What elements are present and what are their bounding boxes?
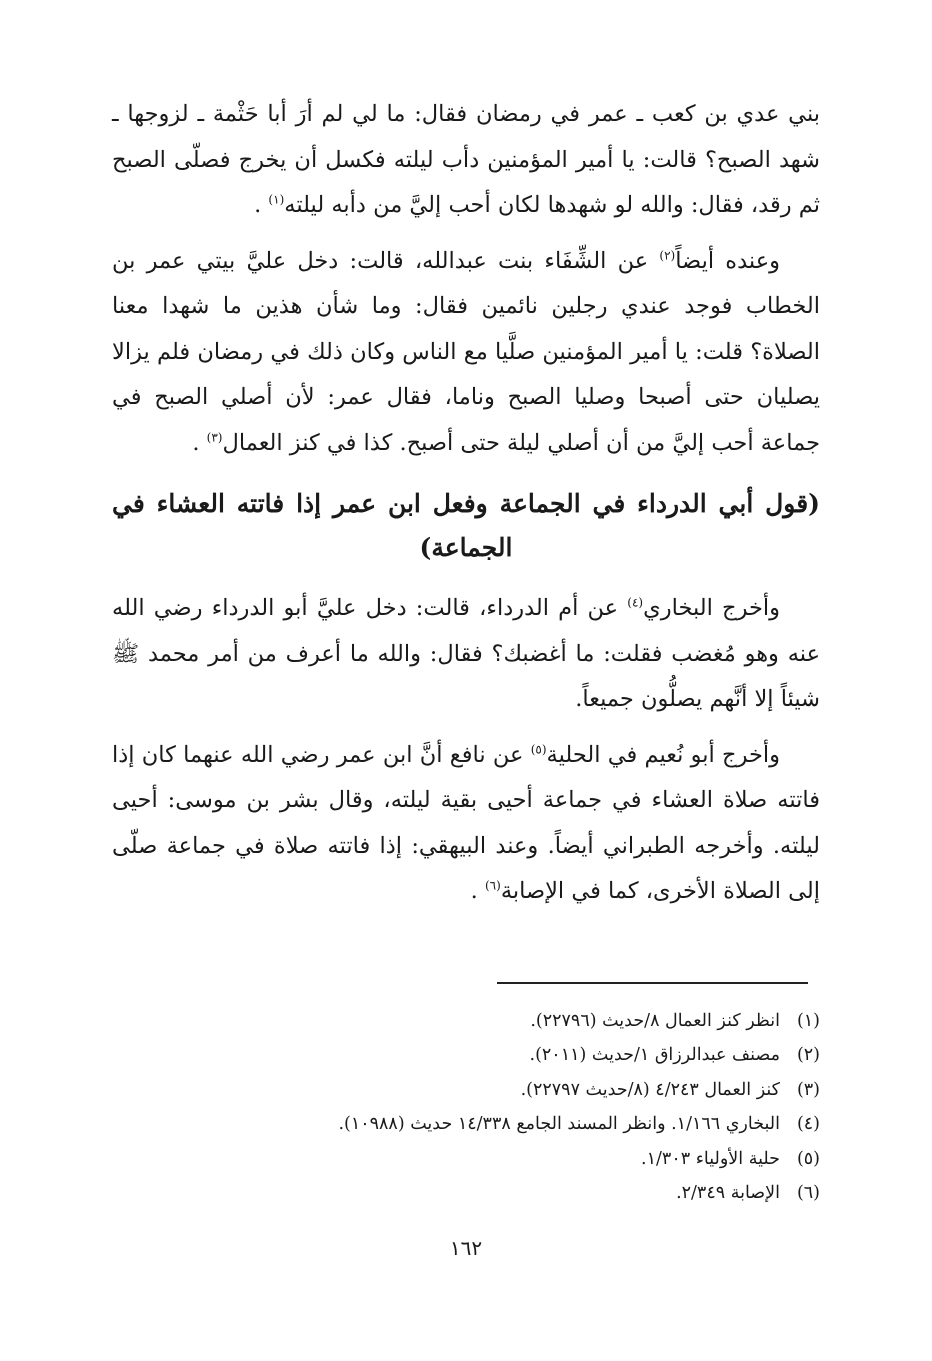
paragraph-3 xyxy=(112,586,820,723)
footnote-5 xyxy=(150,1142,820,1176)
paragraph-2-end: . xyxy=(192,429,207,456)
section-heading: (قول أبي الدرداء في الجماعة وفعل ابن عمر إذا فاتته العشاء في الجماعة) xyxy=(112,489,820,562)
paragraph-4-end: . xyxy=(470,878,485,904)
footnote-ref-2[interactable]: (٢) xyxy=(659,248,676,262)
main-text xyxy=(112,92,820,925)
footnote-number: (١) xyxy=(796,1011,820,1031)
footnote-ref-3[interactable]: (٣) xyxy=(206,430,223,444)
page-number: ١٦٢ xyxy=(449,1236,483,1260)
paragraph-2-body: عن الشِّفَاء بنت عبدالله، قالت: دخل عليَّ بيتي عمر بن الخطاب فوجد عندي رجلين نائمين فقال: وما شأن هذين ما شهدا معنا الصلاة؟ قلت: يا أمير المؤمنين صلَّيا مع الناس وكان ذلك في رمضان فلم يزالا يصليان حتى أصبحا وصليا الصبح وناما، فقال عمر: لأن أصلي الصبح في جماعة أحب إليَّ من أن أصلي ليلة حتى أصبح. كذا في كنز العمال xyxy=(112,247,820,456)
footnote-ref-5[interactable]: (٥) xyxy=(530,742,547,756)
footnotes xyxy=(150,1004,820,1210)
footnote-4 xyxy=(150,1107,820,1141)
paragraph-4 xyxy=(112,733,820,915)
paragraph-4-text: وأخرج أبو نُعيم في الحلية xyxy=(546,741,781,768)
footnote-ref-6[interactable]: (٦) xyxy=(484,878,501,893)
footnote-number: (٤) xyxy=(796,1114,820,1135)
footnote-ref-4[interactable]: (٤) xyxy=(627,595,644,610)
paragraph-2 xyxy=(112,239,820,467)
footnote-text: الإصابة ٢/٣٤٩. xyxy=(676,1183,780,1204)
footnote-text: كنز العمال ٤/٢٤٣ (٨/حديث ٢٢٧٩٧). xyxy=(520,1079,780,1100)
paragraph-3-body: عن أم الدرداء، قالت: دخل عليَّ أبو الدرداء رضي الله عنه وهو مُغضب فقلت: ما أغضبك؟ فقال: والله ما أعرف من أمر محمد ﷺ شيئاً إلا أنَّهم يصلُّون جميعاً. xyxy=(112,595,820,712)
footnote-number: (٥) xyxy=(796,1148,820,1169)
footnote-1 xyxy=(150,1004,820,1038)
footnote-text: مصنف عبدالرزاق ١/حديث (٢٠١١). xyxy=(529,1045,780,1066)
footnote-text: حلية الأولياء ١/٣٠٣. xyxy=(641,1148,780,1169)
footnote-number: (٦) xyxy=(796,1183,820,1204)
paragraph-4-body: عن نافع أنَّ ابن عمر رضي الله عنهما كان إذا فاتته صلاة العشاء في جماعة أحيى بقية ليلته، وقال بشر بن موسى: أحيى ليلته. وأخرجه الطبراني أيضاً. وعند البيهقي: إذا فاتته صلاة في جماعة صلّى إلى الصلاة الأخرى، كما في الإصابة xyxy=(112,741,820,904)
paragraph-1-text: بني عدي بن كعب ـ عمر في رمضان فقال: ما لي لم أرَ أبا حَثْمة ـ لزوجها ـ شهد الصبح؟ قالت: يا أمير المؤمنين دأب ليلته فكسل أن يخرج فصلّى الصبح ثم رقد، فقال: والله لو شهدها لكان أحب إليَّ من دأبه ليلته xyxy=(112,101,820,218)
footnote-text: البخاري ١/١٦٦. وانظر المسند الجامع ١٤/٣٣٨ حديث (١٠٩٨٨). xyxy=(338,1114,780,1135)
footnote-text: انظر كنز العمال ٨/حديث (٢٢٧٩٦). xyxy=(530,1011,780,1031)
footnote-separator xyxy=(497,982,808,984)
footnote-number: (٢) xyxy=(796,1045,820,1066)
footnote-ref-1[interactable]: (١) xyxy=(268,192,285,207)
paragraph-3-text: وأخرج البخاري xyxy=(643,595,781,621)
paragraph-1-end: . xyxy=(254,192,269,218)
footnote-2 xyxy=(150,1038,820,1072)
paragraph-1 xyxy=(112,92,820,229)
paragraph-2-text: وعنده أيضاً xyxy=(675,247,780,274)
footnote-3 xyxy=(150,1073,820,1107)
footnote-6 xyxy=(150,1176,820,1210)
footnote-number: (٣) xyxy=(796,1079,820,1100)
